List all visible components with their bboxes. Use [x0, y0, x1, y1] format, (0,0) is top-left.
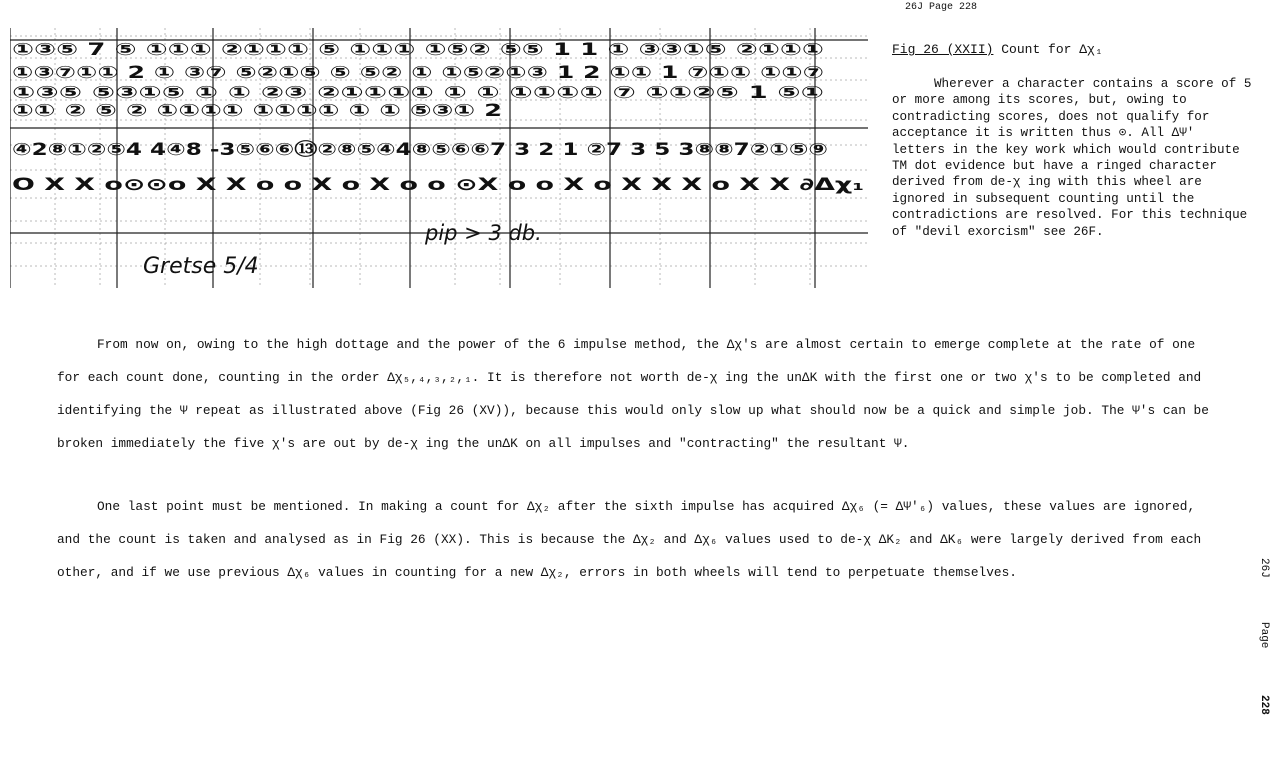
grid-row-5: ④2⑧①②⑤4 4④8 -3⑤⑥⑥⑬②⑧⑤④4⑧⑤⑥⑥7 3 2 1 ②7 3 5 3⑧⑧7②①⑤⑨ [12, 140, 613, 160]
grid-row-2: ①③⑦①① 2 ① ③⑦ ⑤②①⑤ ⑤ ⑤② ① ①⑤②①③ 1 2 ①① 1 ⑦①① ①①⑦ [12, 63, 824, 83]
margin-page-id: 26J [1258, 558, 1270, 578]
figure-caption-body: Wherever a character contains a score of 5 or more among its scores, but, owing to contradicting scores, does not qualify for acceptance it is written thus ⊙. All ΔΨ' letters in the key work which would contribute TM dot evidence but have a ringed character derived from de-χ ing with this wheel are ignored in subsequent counting until the contradictions are resolved. For this technique of "devil exorcism" see 26F. [892, 77, 1252, 239]
grid-svg [10, 28, 868, 288]
body-paragraph-1: From now on, owing to the high dottage and the power of the 6 impulse method, the Δχ's are almost certain to emerge complete at the rate of one for each count done, counting in the order Δχ₅,₄,₃,₂,₁. It is therefore not worth de-χ ing the unΔK with the first one or two χ's to be completed and identifying the Ψ repeat as illustrated above (Fig 26 (XV)), because this would only slow up what should now be a quick and simple job. The Ψ's can be broken immediately the five χ's are out by de-χ ing the unΔK on all impulses and "contracting" the resultant Ψ. [57, 337, 1209, 451]
count-grid-figure [10, 28, 868, 288]
body-paragraph-2: One last point must be mentioned. In making a count for Δχ₂ after the sixth impulse has acquired Δχ₆ (= ΔΨ'₆) values, these values are ignored, and the count is taken and analysed as in Fig 26 (XX). This is because the Δχ₂ and Δχ₆ values used to de-χ ΔK₂ and ΔK₆ were largely derived from each other, and if we use previous Δχ₆ values in counting for a new Δχ₂, errors in both wheels will tend to perpetuate themselves. [57, 499, 1202, 580]
figure-reference: Fig 26 (XXII) [892, 42, 994, 57]
pip-annotation: pip > 3 db. [425, 221, 542, 245]
margin-page-number: 228 [1258, 695, 1270, 715]
grid-rows [12, 40, 864, 195]
signature-annotation: Gretse 5/4 [143, 254, 259, 279]
grid-row-3: ①③⑤ ⑤③①⑤ ① ① ②③ ②①①①① ① ① ①①①① ⑦ ①①②⑤ 1 ⑤① [12, 83, 824, 103]
figure-caption-title [892, 42, 1262, 57]
margin-page-word: Page [1258, 622, 1270, 649]
page-header: 26J Page 228 [905, 2, 978, 13]
grid-row-1: ①③⑤ 7 ⑤ ①①① ②①①① ⑤ ①①① ①⑤② ⑤⑤ 1 1 ① ③③①⑤ ②①①① [12, 40, 824, 60]
grid-row-6: O X X o⊙⊙o X X o o X o X o o ⊙X o o X o X X X o X X ∂Δχ₁ [12, 175, 864, 195]
grid-row-4: ①① ② ⑤ ② ①①①① ①①①① ① ① ⑤③① 2 [12, 101, 503, 121]
figure-title: Count for Δχ₁ [1001, 42, 1103, 57]
